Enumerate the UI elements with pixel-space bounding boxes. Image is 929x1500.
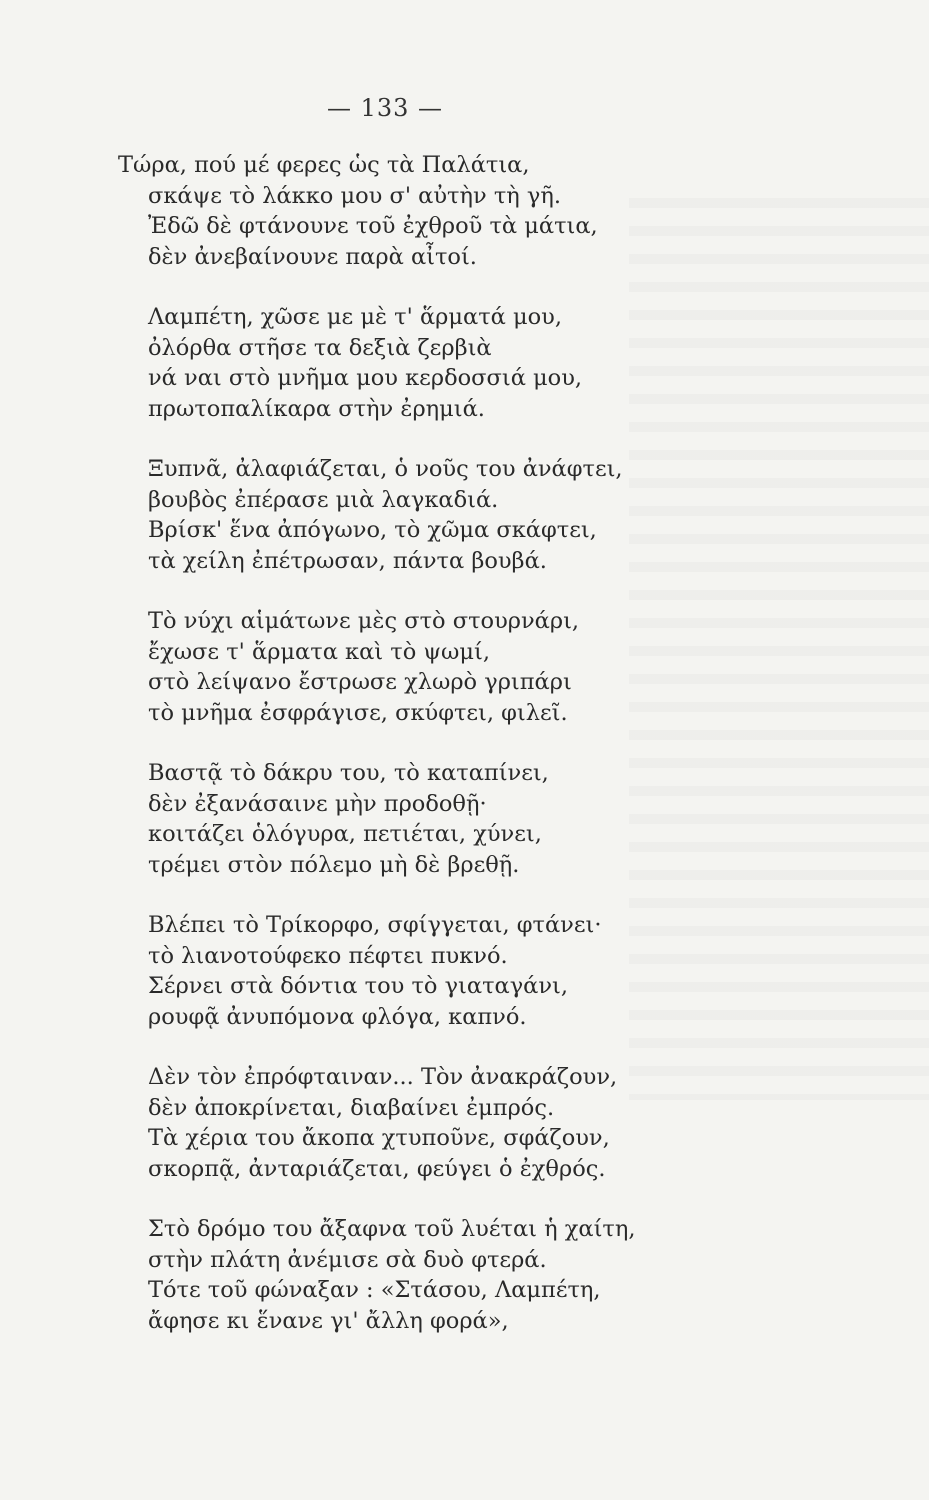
poem-line: βουβὸς ἐπέρασε μιὰ λαγκαδιά. [148, 486, 499, 513]
poem-line: Βλέπει τὸ Τρίκορφο, σφίγγεται, φτάνει· [148, 912, 602, 938]
stanza-6 [118, 910, 738, 1032]
poem-line: ἔχωσε τ' ἅρματα καὶ τὸ ψωμί, [148, 638, 491, 665]
poem-line: δὲν ἀνεβαίνουνε παρὰ αἶτοί. [148, 243, 477, 270]
poem-line: Σέρνει στὰ δόντια του τὸ γιαταγάνι, [148, 973, 569, 999]
stanza-5 [118, 758, 738, 880]
poem-line: δὲν ἐξανάσαινε μὴν προδοθῇ· [148, 790, 487, 817]
poem-line: στὸ λείψανο ἔστρωσε χλωρὸ γριπάρι [148, 669, 572, 695]
poem-line: Βρίσκ' ἕνα ἀπόγωνο, τὸ χῶμα σκάφτει, [148, 517, 597, 543]
poem-line: ὀλόρθα στῆσε τα δεξιὰ ζερβιὰ [148, 334, 492, 361]
poem-line: τὸ λιανοτούφεκο πέφτει πυκνό. [148, 942, 508, 969]
poem-line: τρέμει στὸν πόλεμο μὴ δὲ βρεθῇ. [148, 851, 520, 878]
stanza-1 [118, 150, 738, 272]
stanza-7 [118, 1062, 738, 1184]
poem-line: ρουφᾷ ἀνυπόμονα φλόγα, καπνό. [148, 1003, 527, 1030]
poem-line: Τὸ νύχι αἱμάτωνε μὲς στὸ στουρνάρι, [148, 608, 580, 634]
stanza-3 [118, 454, 738, 576]
page-number: — 133 — [326, 94, 444, 122]
poem-line: πρωτοπαλίκαρα στὴν ἐρημιά. [148, 395, 485, 422]
poem-line: Ξυπνᾶ, ἀλαφιάζεται, ὁ νοῦς του ἀνάφτει, [148, 456, 623, 482]
poem-line: Λαμπέτη, χῶσε με μὲ τ' ἅρματά μου, [148, 304, 562, 330]
poem-line: τὸ μνῆμα ἐσφράγισε, σκύφτει, φιλεῖ. [148, 699, 568, 726]
stanza-4 [118, 606, 738, 728]
poem-line: δὲν ἀποκρίνεται, διαβαίνει ἐμπρός. [148, 1094, 555, 1121]
poem-line: σκάψε τὸ λάκκο μου σ' αὐτὴν τὴ γῆ. [148, 182, 561, 209]
poem-line: Τὰ χέρια του ἄκοπα χτυποῦνε, σφάζουν, [148, 1125, 610, 1151]
poem [118, 150, 738, 1366]
poem-line: Βαστᾷ τὸ δάκρυ του, τὸ καταπίνει, [148, 760, 549, 786]
poem-line: ἄφησε κι ἕνανε γι' ἄλλη φορά», [148, 1307, 509, 1334]
stanza-2 [118, 302, 738, 424]
poem-line: Στὸ δρόμο του ἄξαφνα τοῦ λυέται ἡ χαίτη, [148, 1216, 636, 1242]
poem-line: κοιτάζει ὁλόγυρα, πετιέται, χύνει, [148, 821, 542, 847]
stanza-8 [118, 1214, 738, 1336]
poem-line: Δὲν τὸν ἐπρόφταιναν... Τὸν ἀνακράζουν, [148, 1064, 618, 1090]
poem-line: σκορπᾷ, ἀνταριάζεται, φεύγει ὁ ἐχθρός. [148, 1155, 606, 1182]
poem-line: τὰ χείλη ἐπέτρωσαν, πάντα βουβά. [148, 547, 547, 574]
poem-line: Τώρα, πού μέ φερες ὡς τὰ Παλάτια, [118, 152, 530, 178]
poem-line: Τότε τοῦ φώναξαν : «Στάσου, Λαμπέτη, [148, 1277, 601, 1303]
poem-line: νά ναι στὸ μνῆμα μου κερδοσσιά μου, [148, 365, 583, 391]
poem-line: Ἐδῶ δὲ φτάνουνε τοῦ ἐχθροῦ τὰ μάτια, [148, 213, 598, 239]
poem-line: στὴν πλάτη ἀνέμισε σὰ δυὸ φτερά. [148, 1246, 547, 1273]
